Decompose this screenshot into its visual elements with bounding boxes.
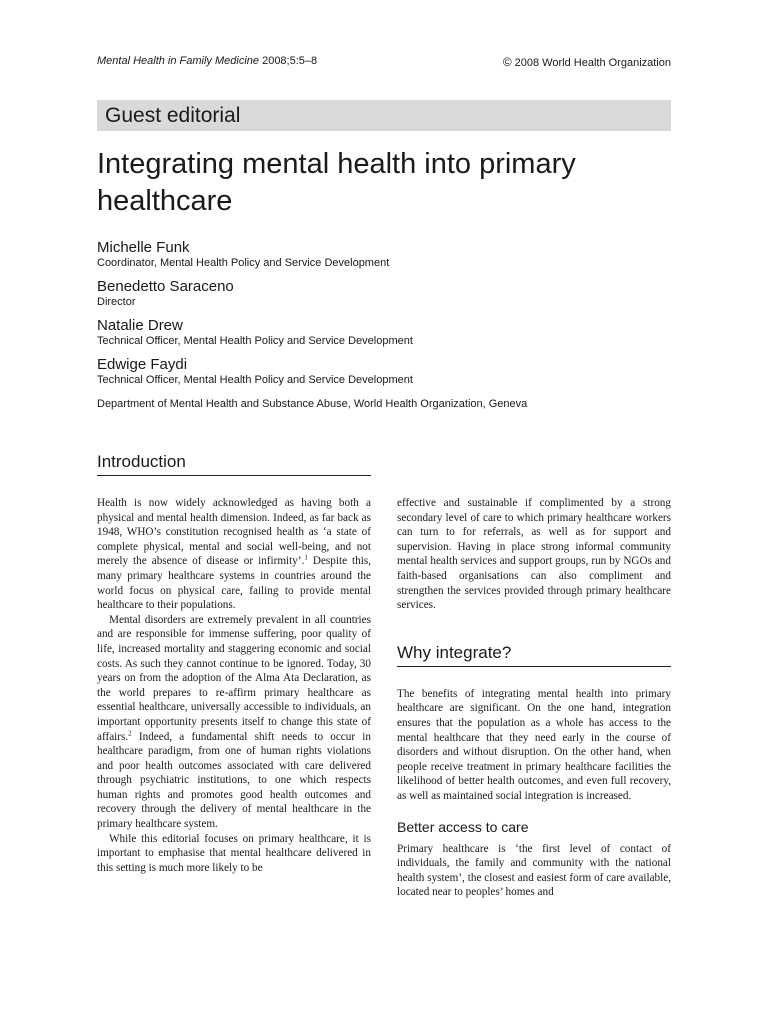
- author-name: Benedetto Saraceno: [97, 278, 234, 295]
- author-entry: [97, 316, 671, 348]
- intro-paragraph-1: [97, 496, 371, 613]
- better-access-heading: Better access to care: [397, 818, 529, 835]
- why-integrate-paragraph: The benefits of integrating mental health into primary healthcare are significant. On the one hand, integration ensures that the population as a whole has access to the mental healthcare that they need early in the course of disorders and without disruption. On the other hand, when people receive treatment in primary healthcare facilities the likelihood of better health outcomes, and even full recovery, as well as maintained social integration is increased.: [397, 687, 671, 802]
- reference-marker[interactable]: 2: [128, 728, 132, 737]
- author-name: Natalie Drew: [97, 317, 183, 334]
- author-role: Technical Officer, Mental Health Policy and Service Development: [97, 374, 413, 386]
- journal-name: Mental Health in Family Medicine: [97, 55, 260, 67]
- intro-paragraph-3: While this editorial focuses on primary healthcare, it is important to emphasise that mental healthcare delivered in this setting is much more likely to be: [97, 832, 371, 874]
- journal-citation: [97, 55, 317, 69]
- author-list: [97, 238, 671, 410]
- article-title: Integrating mental health into primary healthcare: [97, 148, 576, 217]
- text-run: Despite this, many primary healthcare systems in countries around the world focus on physical care, failing to provide mental healthcare to their populations.: [97, 555, 372, 612]
- left-column: [97, 452, 371, 875]
- copyright-symbol: ©: [502, 55, 512, 69]
- author-role: Technical Officer, Mental Health Policy and Service Development: [97, 335, 413, 347]
- text-run: Indeed, a fundamental shift needs to occur in healthcare paradigm, from one of human rights violations and poor health outcomes associated with care delivered through psychiatric institutions, to one which respects human rights and promotes good health outcomes and recovery through the delivery of mental healthcare in the primary healthcare system.: [97, 730, 371, 831]
- affiliation: Department of Mental Health and Substance Abuse, World Health Organization, Geneva: [97, 398, 528, 410]
- author-entry: [97, 238, 671, 270]
- intro-paragraph-continued: effective and sustainable if complimented by a strong secondary level of care to which primary healthcare workers can turn to for referrals, as well as for support and supervision. Having in place strong informal community mental health services and support groups, run by NGOs and faith-based organisations can also compliment and strengthen the services provided through primary healthcare services.: [397, 497, 671, 612]
- author-role: Director: [97, 296, 136, 308]
- author-entry: [97, 277, 671, 309]
- better-access-paragraph: Primary healthcare is ‘the first level of contact of individuals, the family and community with the national health system’, the closest and easiest form of care available, located near to peoples’ homes and: [397, 842, 671, 899]
- author-name: Michelle Funk: [97, 239, 190, 256]
- right-column: [397, 496, 671, 900]
- running-head: [97, 55, 671, 69]
- text-run: Health is now widely acknowledged as having both a physical and mental health dimension. Indeed, as far back as 1948, WHO’s constitution recognised health as ‘a state of complete physical, mental and social well-being, and not merely the absence of disease or infirmity’.: [97, 497, 371, 568]
- text-run: Mental disorders are extremely prevalent in all countries and are responsible for immense suffering, poor quality of life, increased mortality and staggering economic and social costs. As such they cannot continue to be ignored. Today, 30 years on from the adoption of the Alma Ata Declaration, as the world prepares to re-affirm primary healthcare as essential healthcare, universally accessible to individuals, an important opportunity presents itself to change this state of affairs.: [97, 613, 371, 743]
- why-integrate-heading: Why integrate?: [397, 643, 671, 667]
- section-label: Guest editorial: [97, 100, 671, 131]
- introduction-heading: Introduction: [97, 452, 371, 476]
- author-role: Coordinator, Mental Health Policy and Service Development: [97, 257, 390, 269]
- reference-marker[interactable]: 1: [304, 553, 308, 562]
- intro-paragraph-2: [97, 613, 371, 832]
- author-entry: [97, 355, 671, 387]
- author-name: Edwige Faydi: [97, 356, 188, 373]
- copyright: [503, 55, 671, 69]
- copyright-text: 2008 World Health Organization: [514, 57, 671, 69]
- citation: 2008;5:5–8: [262, 55, 318, 67]
